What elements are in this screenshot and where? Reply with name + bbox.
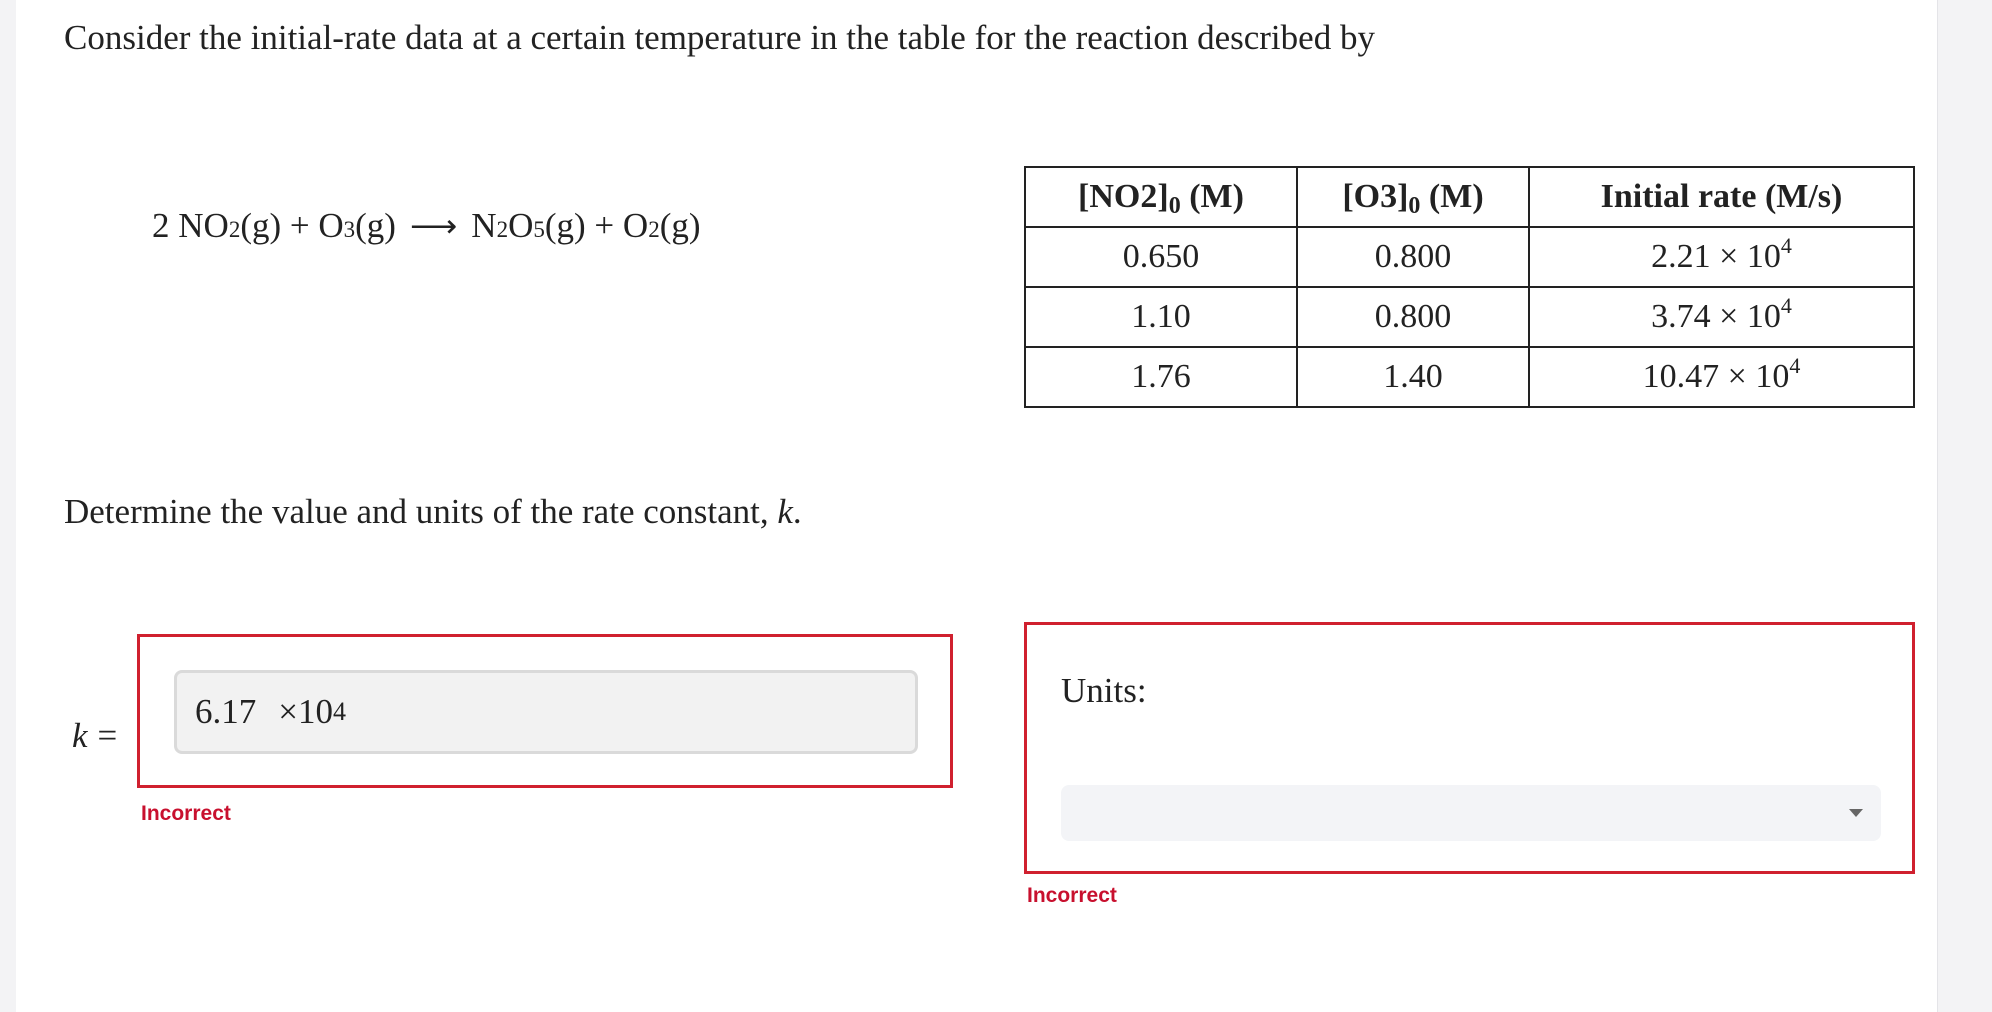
cell-o3: 0.800: [1297, 287, 1529, 347]
cell-rate: $10.47 \times 10^4$: [1529, 347, 1914, 407]
eq-o2-state: (g): [659, 206, 701, 245]
cell-no2: 1.76: [1025, 347, 1297, 407]
table-row: [1025, 287, 1914, 347]
units-dropdown[interactable]: [1061, 785, 1881, 841]
k-answer-box: [137, 634, 953, 788]
intro-text: Consider the initial-rate data at a certain temperature in the table for the reaction described by: [64, 18, 1375, 57]
eq-coefficient: 2: [152, 206, 170, 245]
units-feedback: Incorrect: [1027, 884, 1117, 907]
eq-n2o5-n: N: [471, 206, 497, 245]
cell-rate: $3.74 \times 10^4$: [1529, 287, 1914, 347]
header-no2: $[NO2]_0$ (M): [1025, 167, 1297, 227]
eq-o3-state: (g): [355, 206, 396, 245]
k-value-input[interactable]: 6.17 ×10 4: [174, 670, 918, 754]
reaction-equation: 2 NO 2 (g) + O 3 (g) ⟶ N 2 O 5 (g) + O 2 (g): [152, 206, 701, 245]
k-value-times-ten: ×10: [278, 692, 333, 731]
table-header-row: [1025, 167, 1914, 227]
eq-o2: O: [622, 206, 649, 245]
eq-plus: +: [289, 206, 310, 245]
cell-no2: 0.650: [1025, 227, 1297, 287]
cell-no2: 1.10: [1025, 287, 1297, 347]
cell-o3: 0.800: [1297, 227, 1529, 287]
k-value-mantissa: 6.17: [195, 692, 257, 731]
initial-rate-table: [1024, 166, 1915, 408]
eq-no2: NO: [178, 206, 229, 245]
reaction-arrow-icon: ⟶: [409, 209, 458, 245]
left-margin: [0, 0, 17, 1012]
eq-o3: O: [318, 206, 344, 245]
eq-n2o5-state: (g): [544, 206, 586, 245]
question-variable: k: [777, 492, 793, 531]
units-answer-box: [1024, 622, 1915, 874]
eq-plus: +: [594, 206, 615, 245]
cell-o3: 1.40: [1297, 347, 1529, 407]
units-label: Units:: [1061, 671, 1147, 710]
question-prompt: Determine the value and units of the rate constant, k.: [64, 492, 802, 531]
header-initial-rate: Initial rate (M/s): [1529, 167, 1914, 227]
k-feedback: Incorrect: [141, 802, 231, 825]
k-label: k =: [72, 716, 118, 755]
header-o3: $[O3]_0$ (M): [1297, 167, 1529, 227]
right-scroll-area: [1938, 0, 1992, 1012]
dropdown-caret-icon: [1849, 809, 1863, 817]
eq-no2-state: (g): [240, 206, 282, 245]
table-row: [1025, 227, 1914, 287]
eq-n2o5-o: O: [508, 206, 534, 245]
table-row: [1025, 347, 1914, 407]
cell-rate: $2.21 \times 10^4$: [1529, 227, 1914, 287]
